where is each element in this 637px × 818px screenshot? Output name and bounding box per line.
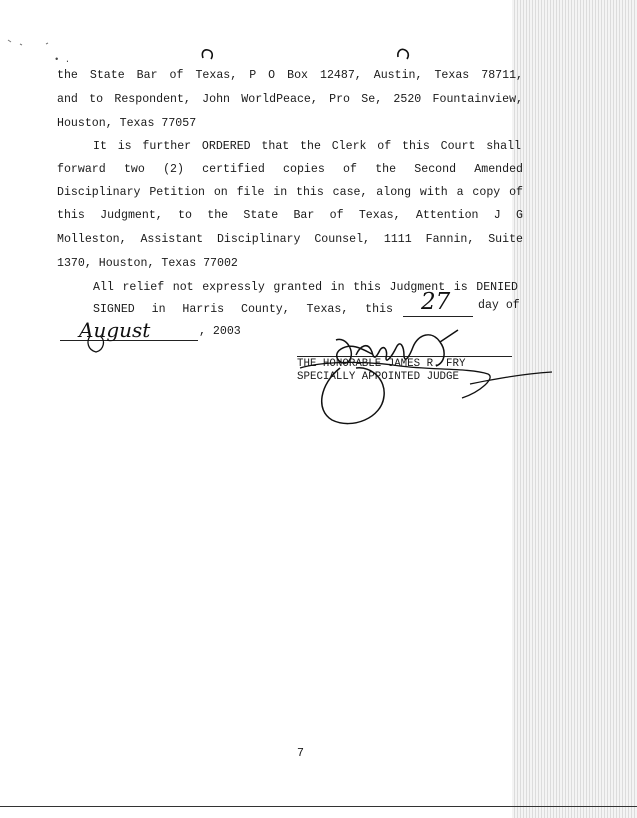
text-line-5: forward two (2) certified copies of the Second Amended bbox=[57, 163, 523, 176]
bottom-rule bbox=[0, 806, 637, 807]
text-line-6: Disciplinary Petition on file in this case, along with a copy of bbox=[57, 186, 523, 199]
signed-line-end: day of bbox=[478, 299, 520, 312]
judge-title: SPECIALLY APPOINTED JUDGE bbox=[297, 371, 459, 383]
judge-name: THE HONORABLE JAMES R. FRY bbox=[297, 358, 466, 370]
day-handwritten: 27 bbox=[421, 289, 451, 315]
month-handwritten: August bbox=[79, 318, 151, 342]
text-line-4: It is further ORDERED that the Clerk of this Court shall bbox=[93, 140, 521, 153]
text-line-7: this Judgment, to the State Bar of Texas, Attention J G bbox=[57, 209, 523, 222]
scan-marks: • . bbox=[54, 55, 71, 65]
text-line-1: the State Bar of Texas, P O Box 12487, Austin, Texas 78711, bbox=[57, 69, 523, 82]
page-number: 7 bbox=[297, 747, 304, 760]
year-text: , 2003 bbox=[199, 325, 241, 338]
text-line-8: Molleston, Assistant Disciplinary Counsel, 1111 Fannin, Suite bbox=[57, 233, 523, 246]
signed-line-text: SIGNED in Harris County, Texas, this bbox=[93, 303, 393, 316]
text-line-2: and to Respondent, John WorldPeace, Pro Se, 2520 Fountainview, bbox=[57, 93, 523, 106]
text-line-10: All relief not expressly granted in this Judgment is DENIED bbox=[93, 281, 518, 294]
text-line-9: 1370, Houston, Texas 77002 bbox=[57, 257, 238, 270]
text-line-3: Houston, Texas 77057 bbox=[57, 117, 197, 130]
